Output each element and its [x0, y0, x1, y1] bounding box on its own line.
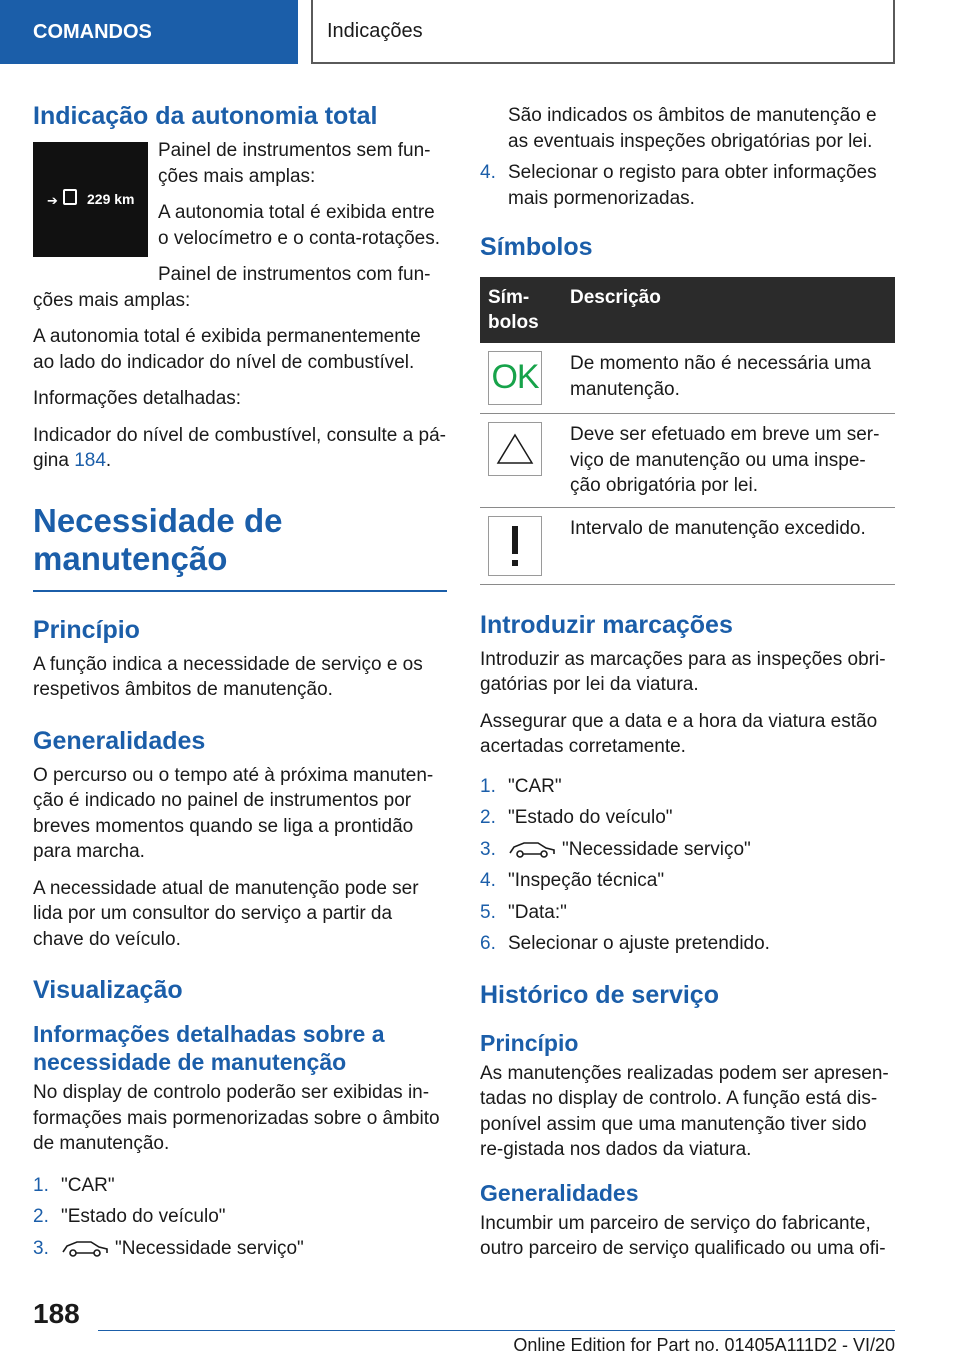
paragraph: No display de controlo poderão ser exibidas in-formações mais pormenorizadas sobre o âmbito de manutenção. — [33, 1082, 440, 1154]
list-item — [480, 837, 895, 863]
paragraph: Painel de instrumentos com fun-ções mais amplas: — [33, 264, 431, 311]
range-readout: 229 km — [87, 191, 135, 207]
list-item — [33, 1236, 447, 1262]
car-service-icon — [61, 1238, 109, 1258]
warning-triangle-icon — [488, 422, 542, 476]
table-row — [480, 414, 895, 508]
steps-list — [480, 774, 895, 957]
paragraph: São indicados os âmbitos de manutenção e as eventuais inspeções obrigatórias por lei. — [508, 105, 877, 152]
step-number: 3. — [480, 838, 496, 860]
paragraph-text: . — [105, 450, 112, 471]
table-row — [480, 507, 895, 584]
page-header-title: Indicações — [311, 0, 895, 64]
paragraph: As manutenções realizadas podem ser apresen-tadas no display de controlo. A função está dis-ponível assim que uma manutenção tiver sido re-gistada nos dados da viatura. — [480, 1062, 889, 1160]
step-text: "Necessidade serviço" — [562, 838, 751, 860]
paragraph: Introduzir as marcações para as inspeções obri-gatórias por lei da viatura. — [480, 648, 886, 695]
step-text: "Necessidade serviço" — [115, 1237, 304, 1259]
step-number: 4. — [480, 162, 496, 183]
step-text: "Estado do veículo" — [508, 807, 673, 828]
list-item — [480, 774, 895, 800]
step-text: "CAR" — [508, 775, 562, 797]
table-cell: De momento não é necessária uma manutenção. — [562, 343, 895, 414]
table-header-row — [480, 277, 895, 343]
section-tab: COMANDOS — [0, 0, 298, 64]
heading-necessidade: Necessidade de manutenção — [33, 501, 283, 577]
list-item — [480, 931, 895, 957]
step-number: 4. — [480, 870, 496, 891]
step-text: "Inspeção técnica" — [508, 870, 665, 891]
table-cell: Deve ser efetuado em breve um ser-viço de manutenção ou uma inspe-ção obrigatória por lei. — [562, 414, 895, 508]
paragraph: A função indica a necessidade de serviço e os respetivos âmbitos de manutenção. — [33, 653, 423, 700]
paragraph-text: Indicador do nível de combustível, consulte a pá-gina — [33, 424, 446, 471]
steps-list — [480, 160, 895, 211]
table-cell: Intervalo de manutenção excedido. — [562, 507, 895, 584]
paragraph: Assegurar que a data e a hora da viatura estão acertadas corretamente. — [480, 710, 878, 757]
paragraph: A necessidade atual de manutenção pode ser lida por um consultor do serviço a partir da chave do veículo. — [33, 877, 419, 950]
paragraph: Informações detalhadas: — [33, 388, 242, 409]
column-header-description: Descrição — [562, 277, 895, 343]
car-service-icon — [508, 839, 556, 859]
heading-generalidades: Generalidades — [480, 1179, 639, 1206]
table-row — [480, 343, 895, 414]
step-text: "Estado do veículo" — [61, 1206, 226, 1227]
heading-introduzir: Introduzir marcações — [480, 610, 733, 639]
right-column — [480, 100, 895, 1273]
paragraph: Incumbir um parceiro de serviço do fabricante, outro parceiro de serviço qualificado ou uma ofi- — [480, 1212, 886, 1259]
fuel-pump-icon — [63, 189, 77, 205]
exclamation-icon — [488, 516, 542, 576]
step-number: 2. — [480, 807, 496, 828]
step-text: Selecionar o ajuste pretendido. — [508, 933, 770, 954]
footer-edition: Online Edition for Part no. 01405A111D2 - VI/20 — [513, 1335, 895, 1355]
heading-principio: Princípio — [480, 1029, 579, 1056]
list-item — [33, 1173, 447, 1199]
list-item — [480, 805, 895, 831]
step-text: "CAR" — [61, 1174, 115, 1196]
ok-icon-text: OK — [491, 358, 539, 397]
heading-generalidades: Generalidades — [33, 726, 206, 755]
step-number: 1. — [480, 775, 496, 797]
step-number: 1. — [33, 1174, 49, 1196]
steps-list — [33, 1173, 447, 1262]
page-link[interactable]: 184 — [74, 450, 106, 471]
footer-rule — [98, 1330, 895, 1331]
list-item — [480, 900, 895, 926]
step-number: 6. — [480, 933, 496, 954]
page-number: 188 — [33, 1298, 80, 1329]
step-number: 5. — [480, 901, 496, 923]
heading-simbolos: Símbolos — [480, 233, 593, 261]
heading-info-detalhadas: Informações detalhadas sobre a necessidade de manutenção — [33, 1021, 385, 1075]
heading-rule — [33, 590, 447, 592]
list-item — [480, 868, 895, 894]
step-text: Selecionar o registo para obter informações mais pormenorizadas. — [508, 162, 877, 209]
left-column — [33, 100, 447, 1271]
symbols-table — [480, 277, 895, 585]
paragraph: A autonomia total é exibida permanentemente ao lado do indicador do nível de combustível. — [33, 326, 421, 373]
paragraph: O percurso ou o tempo até à próxima manuten-ção é indicado no painel de instrumentos por breves momentos quando se liga a prontidão para marcha. — [33, 764, 434, 862]
heading-autonomia: Indicação da autonomia total — [33, 102, 378, 130]
paragraph: Painel de instrumentos sem fun-ções mais amplas: — [158, 140, 431, 187]
arrow-icon: ➔ — [47, 193, 58, 208]
heading-principio: Princípio — [33, 615, 140, 644]
instrument-cluster-image — [33, 142, 148, 257]
heading-historico: Histórico de serviço — [480, 980, 719, 1009]
list-item — [33, 1204, 447, 1230]
step-number: 3. — [33, 1237, 49, 1259]
step-text: "Data:" — [508, 901, 567, 923]
paragraph — [33, 423, 447, 474]
heading-visualizacao: Visualização — [33, 976, 183, 1004]
column-header-symbols: Sím-bolos — [480, 277, 562, 343]
paragraph: A autonomia total é exibida entre o velocímetro e o conta-rotações. — [158, 202, 440, 249]
list-item — [480, 160, 895, 211]
step-number: 2. — [33, 1206, 49, 1227]
ok-icon — [488, 351, 542, 405]
